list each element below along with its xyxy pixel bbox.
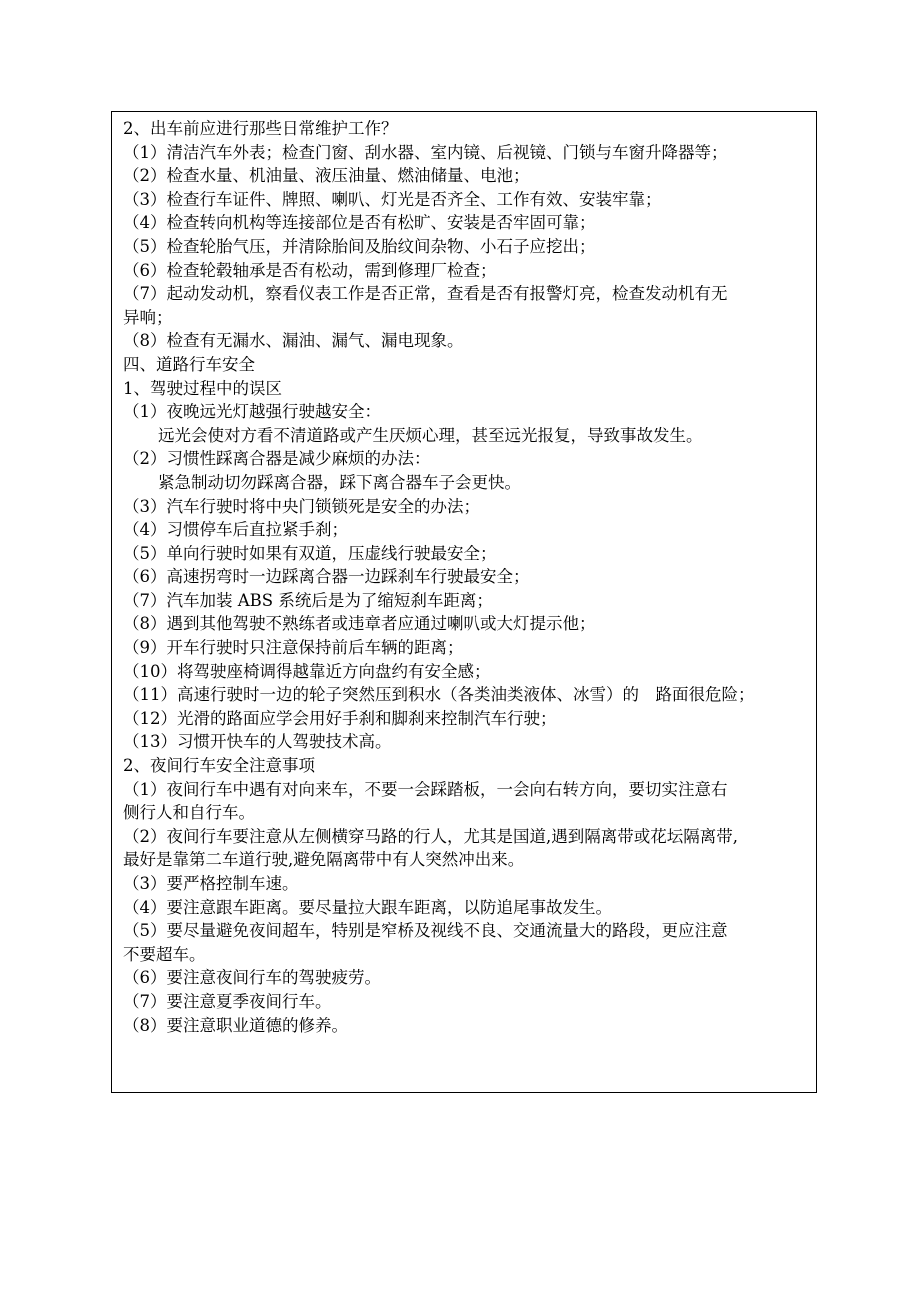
text-line: （8）要注意职业道德的修养。 [123, 1015, 348, 1035]
text-line: （1）清洁汽车外表；检查门窗、刮水器、室内镜、后视镜、门锁与车窗升降器等； [123, 142, 728, 162]
text-line: （5）要尽量避免夜间超车，特别是窄桥及视线不良、交通流量大的路段，更应注意 [123, 921, 728, 941]
text-line: 最好是靠第二车道行驶,避免隔离带中有人突然冲出来。 [123, 850, 525, 870]
text-line: 远光会使对方看不清道路或产生厌烦心理，甚至远光报复，导致事故发生。 [158, 425, 703, 445]
text-line: （3）要严格控制车速。 [123, 874, 299, 893]
text-line: 2、出车前应进行那些日常维护工作？ [123, 119, 398, 138]
text-line: （6）要注意夜间行车的驾驶疲劳。 [123, 968, 381, 988]
text-line: （4）习惯停车后直拉紧手刹； [123, 520, 348, 540]
text-line: （6）高速拐弯时一边踩离合器一边踩刹车行驶最安全； [123, 567, 530, 587]
text-line: （7）起动发动机，察看仪表工作是否正常，查看是否有报警灯亮，检查发动机有无 [123, 284, 728, 304]
text-line: 2、夜间行车安全注意事项 [123, 756, 315, 776]
text-line: 四、道路行车安全 [123, 354, 255, 374]
text-line: （1）夜晚远光灯越强行驶越安全： [123, 402, 381, 422]
text-line: （5）单向行驶时如果有双道，压虚线行驶最安全； [123, 543, 497, 563]
text-line: 紧急制动切勿踩离合器，踩下离合器车子会更快。 [158, 472, 521, 492]
text-line: （13）习惯开快车的人驾驶技术高。 [123, 732, 392, 752]
text-line: （8）检查有无漏水、漏油、漏气、漏电现象。 [123, 331, 464, 351]
text-line: （12）光滑的路面应学会用好手刹和脚刹来控制汽车行驶； [123, 708, 557, 728]
text-line: 不要超车。 [123, 944, 206, 964]
text-line: （4）检查转向机构等连接部位是否有松旷、安装是否牢固可靠； [123, 213, 596, 233]
text-line: （11）高速行驶时一边的轮子突然压到积水（各类油类液体、冰雪）的 路面很危险； [123, 685, 755, 705]
text-line: （9）开车行驶时只注意保持前后车辆的距离； [123, 638, 464, 658]
text-line: （7）汽车加装 ABS 系统后是为了缩短刹车距离； [123, 590, 493, 610]
document-text-box [111, 111, 817, 1093]
text-line: （3）汽车行驶时将中央门锁锁死是安全的办法； [123, 496, 480, 516]
text-line: （4）要注意跟车距离。要尽量拉大跟车距离，以防追尾事故发生。 [123, 897, 612, 917]
text-body [123, 117, 810, 1037]
text-line: （10）将驾驶座椅调得越靠近方向盘约有安全感； [123, 661, 491, 681]
text-line: （1）夜间行车中遇有对向来车，不要一会踩踏板，一会向右转方向，要切实注意右 [123, 779, 728, 799]
text-line: （2）习惯性踩离合器是减少麻烦的办法： [123, 449, 431, 469]
text-line: 侧行人和自行车。 [123, 803, 255, 823]
text-line: 异响； [123, 307, 173, 327]
text-line: （3）检查行车证件、牌照、喇叭、灯光是否齐全、工作有效、安装牢靠； [123, 189, 662, 209]
text-line: 1、驾驶过程中的误区 [123, 378, 282, 398]
text-line: （7）要注意夏季夜间行车。 [123, 991, 332, 1011]
text-line: （2）检查水量、机油量、液压油量、燃油储量、电池； [123, 166, 530, 186]
text-line: （6）检查轮毂轴承是否有松动，需到修理厂检查； [123, 260, 497, 280]
text-line: （5）检查轮胎气压，并清除胎间及胎纹间杂物、小石子应挖出； [123, 236, 596, 256]
text-line: （2）夜间行车要注意从左侧横穿马路的行人，尤其是国道,遇到隔离带或花坛隔离带, [123, 826, 738, 846]
text-line: （8）遇到其他驾驶不熟练者或违章者应通过喇叭或大灯提示他； [123, 614, 596, 634]
